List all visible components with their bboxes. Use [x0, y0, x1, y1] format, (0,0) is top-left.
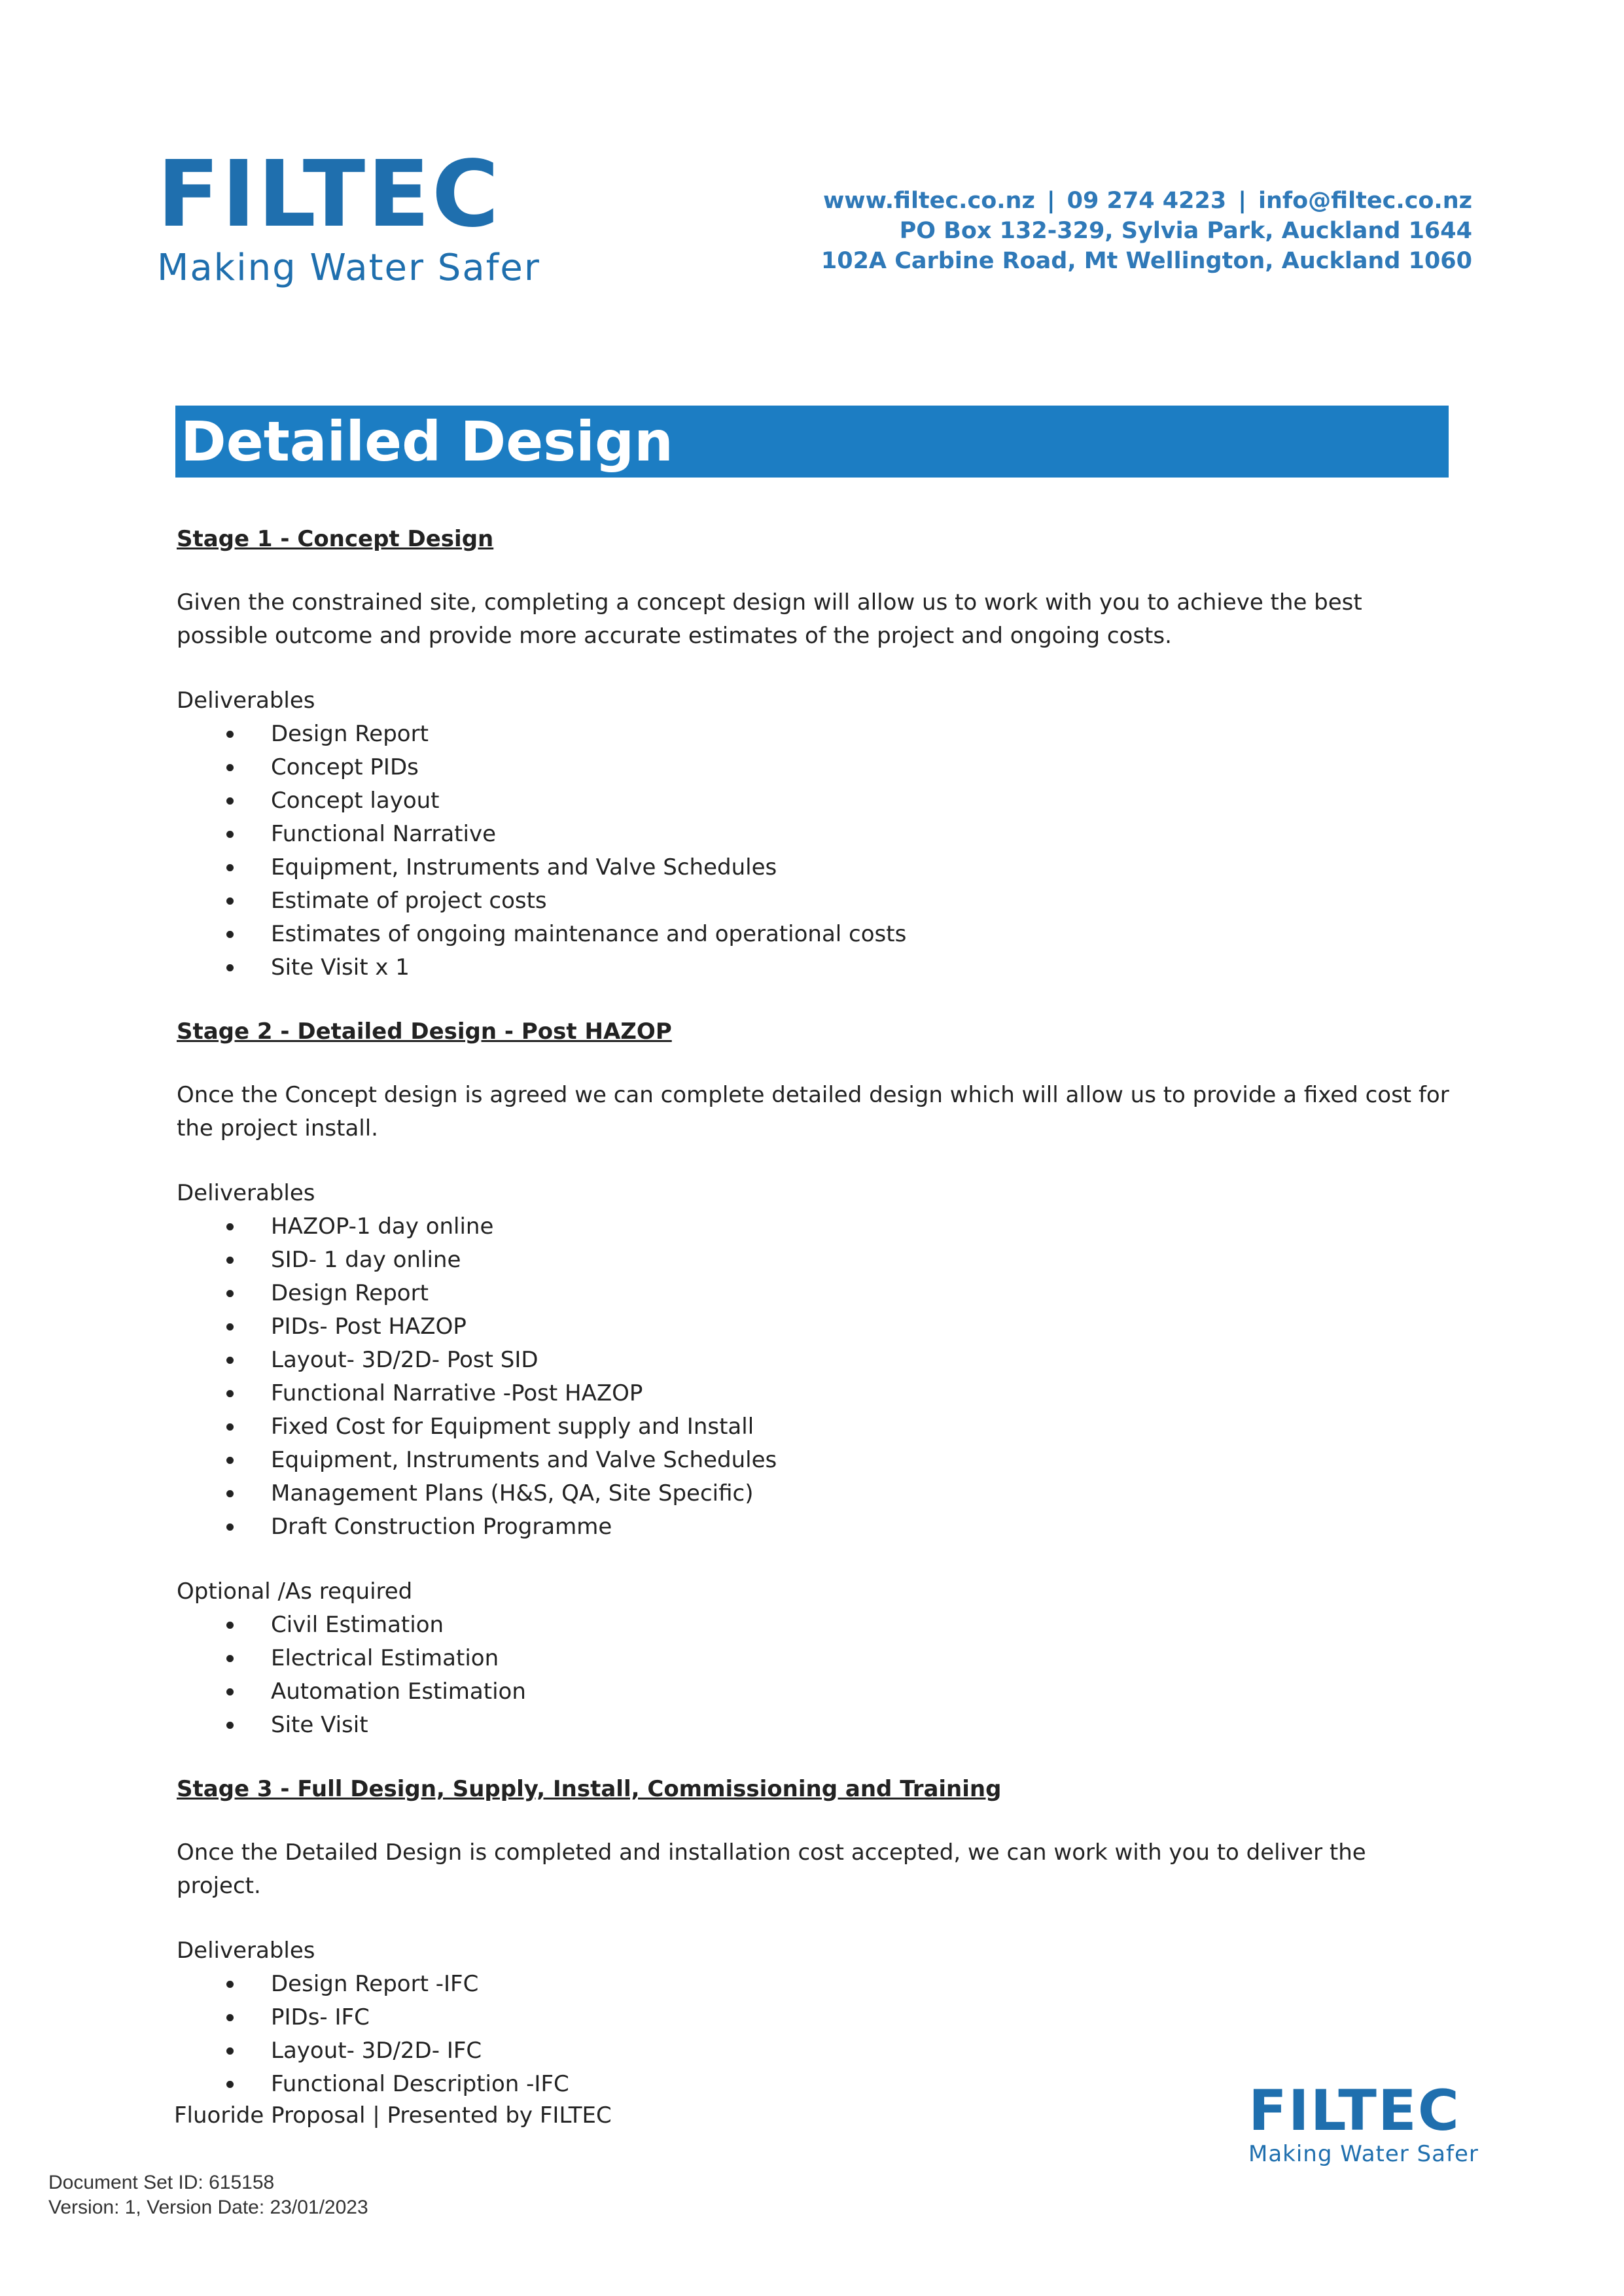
street-address: 102A Carbine Road, Mt Wellington, Auckland 1060 — [821, 248, 1472, 274]
list-item — [177, 918, 1453, 951]
list-item — [177, 1210, 1453, 1244]
list-item-text: Estimate of project costs — [271, 888, 547, 914]
list-item — [177, 1477, 1453, 1510]
list-item-text: Civil Estimation — [271, 1612, 444, 1638]
list-item — [177, 1410, 1453, 1444]
list-item-text: Draft Construction Programme — [271, 1514, 612, 1540]
stage-3-heading: Stage 3 - Full Design, Supply, Install, Commissioning and Training — [177, 1776, 1002, 1802]
separator: | — [1238, 188, 1246, 214]
list-item — [177, 1244, 1453, 1277]
list-item-text: Functional Description -IFC — [271, 2071, 569, 2097]
bullet-icon — [226, 1523, 234, 1531]
stage-2-deliverables-label: Deliverables — [177, 1180, 315, 1206]
list-item — [177, 2001, 1453, 2034]
contact-block — [821, 186, 1472, 276]
stage-3-section — [177, 1773, 1453, 2101]
list-item — [177, 784, 1453, 818]
stage-2-optional-label: Optional /As required — [177, 1578, 413, 1605]
version-info: Version: 1, Version Date: 23/01/2023 — [48, 2197, 368, 2218]
header-logo — [157, 141, 540, 289]
list-item-text: Layout- 3D/2D- IFC — [271, 2038, 482, 2064]
bullet-icon — [226, 1655, 234, 1662]
logo-tagline: Making Water Safer — [157, 247, 540, 289]
document-metadata — [48, 2170, 368, 2220]
list-item-text: Functional Narrative -Post HAZOP — [271, 1380, 643, 1406]
bullet-icon — [226, 764, 234, 771]
list-item-text: Design Report — [271, 721, 429, 747]
bullet-icon — [226, 1290, 234, 1297]
bullet-icon — [226, 1323, 234, 1331]
list-item — [177, 1642, 1453, 1675]
bullet-icon — [226, 1457, 234, 1464]
stage-2-optional-list — [177, 1609, 1453, 1742]
logo-wordmark: FILTEC — [1248, 2078, 1460, 2144]
list-item-text: Concept PIDs — [271, 754, 419, 780]
list-item-text: Functional Narrative — [271, 821, 496, 847]
list-item — [177, 818, 1453, 851]
stage-1-description: Given the constrained site, completing a concept design will allow us to work with you to achieve the best possible outcome and provide more accurate estimates of the project and ongoing costs. — [177, 589, 1362, 649]
list-item — [177, 1377, 1453, 1410]
bullet-icon — [226, 964, 234, 971]
bullet-icon — [226, 1622, 234, 1629]
stage-1-deliverables-label: Deliverables — [177, 687, 315, 714]
list-item — [177, 851, 1453, 884]
list-item-text: PIDs- IFC — [271, 2004, 370, 2030]
bullet-icon — [226, 2047, 234, 2055]
list-item-text: Concept layout — [271, 788, 440, 814]
list-item — [177, 1310, 1453, 1344]
list-item-text: Equipment, Instruments and Valve Schedules — [271, 1447, 777, 1473]
bullet-icon — [226, 2014, 234, 2021]
footer-logo — [1248, 2078, 1479, 2167]
list-item-text: Design Report — [271, 1280, 429, 1306]
list-item — [177, 1709, 1453, 1742]
contact-line-1 — [821, 186, 1472, 216]
po-box-address: PO Box 132-329, Sylvia Park, Auckland 1644 — [899, 218, 1472, 244]
list-item-text: Site Visit — [271, 1712, 368, 1738]
bullet-icon — [226, 1390, 234, 1397]
list-item-text: SID- 1 day online — [271, 1247, 461, 1273]
stage-1-section — [177, 523, 1453, 984]
bullet-icon — [226, 797, 234, 805]
list-item — [177, 1444, 1453, 1477]
list-item — [177, 1968, 1453, 2001]
bullet-icon — [226, 1981, 234, 1988]
bullet-icon — [226, 931, 234, 938]
list-item — [177, 1510, 1453, 1544]
document-body — [177, 523, 1453, 2132]
list-item — [177, 1609, 1453, 1642]
list-item — [177, 884, 1453, 918]
website-link[interactable]: www.filtec.co.nz — [822, 188, 1035, 214]
stage-3-deliverables-label: Deliverables — [177, 1938, 315, 1964]
list-item — [177, 951, 1453, 984]
list-item-text: Layout- 3D/2D- Post SID — [271, 1347, 538, 1373]
stage-2-description: Once the Concept design is agreed we can complete detailed design which will allow us to provide a fixed cost for the project install. — [177, 1082, 1449, 1141]
list-item-text: PIDs- Post HAZOP — [271, 1313, 467, 1340]
stage-1-deliverables-list — [177, 718, 1453, 984]
bullet-icon — [226, 1688, 234, 1696]
bullet-icon — [226, 1357, 234, 1364]
list-item-text: Automation Estimation — [271, 1679, 526, 1705]
bullet-icon — [226, 731, 234, 738]
list-item — [177, 1277, 1453, 1310]
list-item-text: Design Report -IFC — [271, 1971, 479, 1997]
list-item — [177, 718, 1453, 751]
list-item — [177, 751, 1453, 784]
phone-number[interactable]: 09 274 4223 — [1067, 188, 1227, 214]
list-item-text: HAZOP-1 day online — [271, 1213, 494, 1240]
section-title-banner: Detailed Design — [175, 406, 1449, 478]
logo-tagline: Making Water Safer — [1248, 2141, 1479, 2167]
list-item-text: Site Visit x 1 — [271, 954, 410, 981]
bullet-icon — [226, 831, 234, 838]
list-item — [177, 2034, 1453, 2068]
list-item — [177, 1344, 1453, 1377]
email-link[interactable]: info@filtec.co.nz — [1258, 188, 1472, 214]
bullet-icon — [226, 864, 234, 871]
stage-3-description: Once the Detailed Design is completed and installation cost accepted, we can work with you to deliver the project. — [177, 1839, 1366, 1899]
bullet-icon — [226, 1490, 234, 1497]
stage-1-heading: Stage 1 - Concept Design — [177, 526, 494, 552]
list-item-text: Estimates of ongoing maintenance and operational costs — [271, 921, 907, 947]
list-item-text: Fixed Cost for Equipment supply and Install — [271, 1414, 754, 1440]
bullet-icon — [226, 1722, 234, 1729]
bullet-icon — [226, 2081, 234, 2088]
bullet-icon — [226, 897, 234, 905]
bullet-icon — [226, 1423, 234, 1431]
bullet-icon — [226, 1223, 234, 1230]
stage-2-section — [177, 1016, 1453, 1742]
list-item-text: Equipment, Instruments and Valve Schedules — [271, 854, 777, 880]
logo-wordmark: FILTEC — [157, 141, 501, 248]
list-item — [177, 1675, 1453, 1709]
bullet-icon — [226, 1257, 234, 1264]
list-item-text: Management Plans (H&S, QA, Site Specific) — [271, 1480, 754, 1506]
footer-caption: Fluoride Proposal | Presented by FILTEC — [174, 2102, 612, 2129]
stage-2-deliverables-list — [177, 1210, 1453, 1544]
stage-2-heading: Stage 2 - Detailed Design - Post HAZOP — [177, 1018, 672, 1045]
separator: | — [1046, 188, 1055, 214]
list-item-text: Electrical Estimation — [271, 1645, 499, 1671]
document-set-id: Document Set ID: 615158 — [48, 2172, 275, 2193]
